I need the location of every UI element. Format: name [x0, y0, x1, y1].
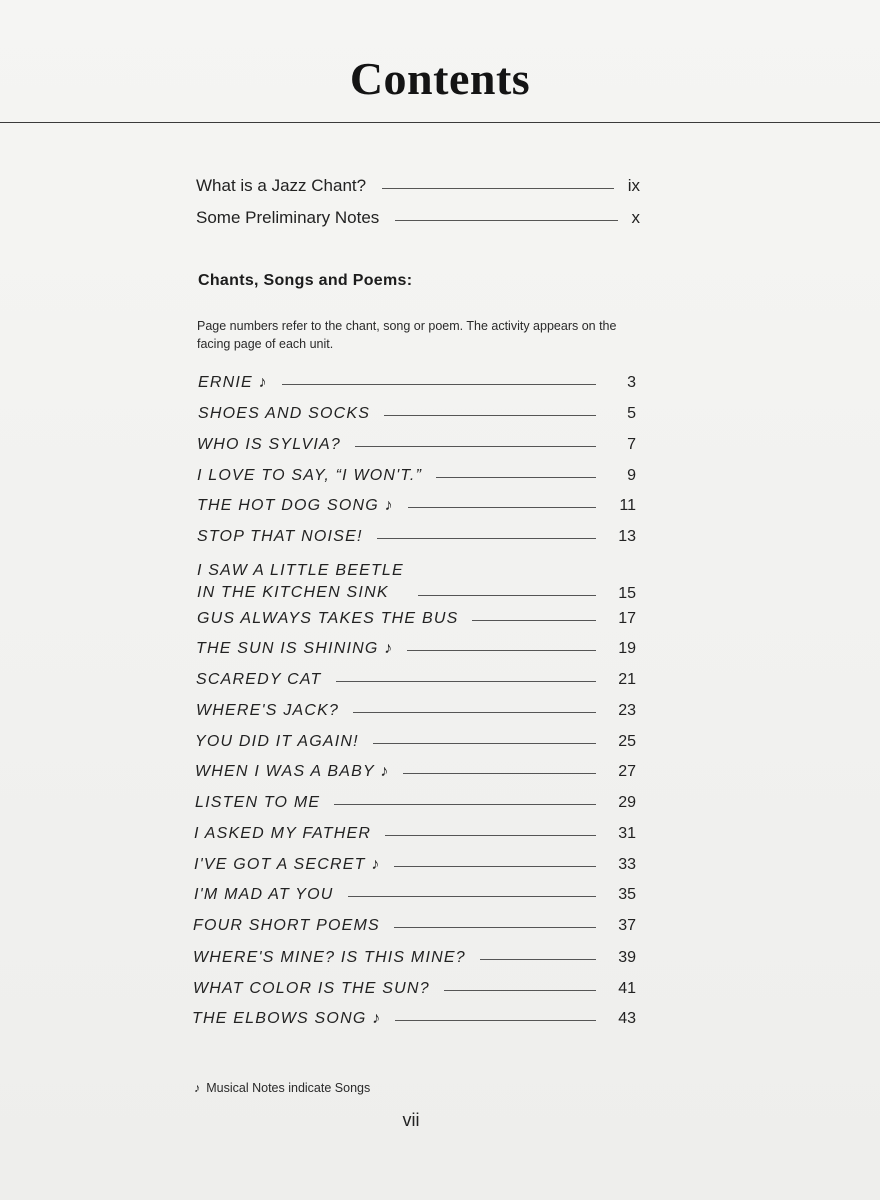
toc-entry-title: LISTEN TO ME	[195, 794, 321, 811]
toc-entry	[193, 949, 636, 973]
toc-entry	[197, 528, 636, 552]
leader-line	[480, 959, 596, 960]
toc-entry-title: WHO IS SYLVIA?	[197, 436, 341, 453]
front-matter-item	[196, 176, 640, 200]
front-matter-label: Some Preliminary Notes	[196, 208, 380, 227]
toc-entry-title: STOP THAT NOISE!	[197, 528, 363, 545]
music-note-icon: ♪	[194, 1081, 201, 1095]
toc-entry-title: WHAT COLOR IS THE SUN?	[193, 980, 430, 997]
footnote-text: Musical Notes indicate Songs	[206, 1081, 371, 1095]
leader-line	[348, 896, 596, 897]
toc-entry-page: 5	[627, 405, 636, 422]
leader-line	[384, 415, 596, 416]
toc-entry-page: 29	[618, 794, 636, 811]
title-rule	[0, 122, 880, 123]
toc-entry-page: 25	[618, 733, 636, 750]
toc-entry-title: WHEN I WAS A BABY ♪	[195, 763, 390, 780]
toc-entry	[197, 497, 636, 521]
toc-entry-page: 41	[618, 980, 636, 997]
leader-line	[355, 446, 596, 447]
leader-line	[444, 990, 596, 991]
toc-entry-page: 17	[618, 610, 636, 627]
leader-line	[373, 743, 596, 744]
toc-entry-title: YOU DID IT AGAIN!	[195, 733, 359, 750]
leader-line	[385, 835, 596, 836]
toc-entry	[197, 467, 636, 491]
toc-entry-page: 35	[618, 886, 636, 903]
toc-entry	[195, 733, 636, 757]
front-matter-page: x	[631, 208, 640, 227]
toc-entry-page: 3	[627, 374, 636, 391]
leader-line	[436, 477, 596, 478]
toc-entry	[193, 917, 636, 941]
toc-entry-page: 11	[619, 497, 636, 514]
toc-entry	[192, 1010, 636, 1034]
toc-entry-page: 13	[618, 528, 636, 545]
section-note: Page numbers refer to the chant, song or poem. The activity appears on the facing page of each unit.	[197, 319, 617, 351]
leader-line	[394, 927, 596, 928]
toc-entry	[196, 671, 636, 695]
toc-entry-title: THE HOT DOG SONG ♪	[197, 497, 394, 514]
toc-entry-title: THE SUN IS SHINING ♪	[196, 640, 394, 657]
toc-entry-page: 21	[618, 671, 636, 688]
toc-entry	[197, 560, 636, 604]
toc-entry-title: WHERE'S JACK?	[196, 702, 340, 719]
toc-entry-title: I ASKED MY FATHER	[194, 825, 372, 842]
leader-line	[403, 773, 596, 774]
toc-entry	[195, 763, 636, 787]
page-title: Contents	[349, 53, 531, 104]
toc-entry-title: I'VE GOT A SECRET ♪	[194, 856, 381, 873]
leader-line	[472, 620, 596, 621]
toc-entry	[194, 856, 636, 880]
toc-entry	[198, 374, 636, 398]
toc-entry-page: 19	[618, 640, 636, 657]
toc-entry-title: GUS ALWAYS TAKES THE BUS	[197, 610, 459, 627]
toc-entry-title: ERNIE ♪	[198, 374, 268, 391]
toc-entry-page: 37	[618, 917, 636, 934]
toc-entry	[197, 436, 636, 460]
toc-entry-page: 23	[618, 702, 636, 719]
toc-entry-page: 33	[618, 856, 636, 873]
section-heading: Chants, Songs and Poems:	[198, 272, 413, 289]
leader-line	[353, 712, 596, 713]
toc-entry-title: THE ELBOWS SONG ♪	[192, 1010, 382, 1027]
toc-entry-page: 15	[618, 585, 636, 602]
leader-line	[394, 866, 596, 867]
toc-entry	[197, 610, 636, 634]
leader-line	[395, 220, 617, 221]
toc-entry-title: SHOES AND SOCKS	[198, 405, 371, 422]
front-matter-label: What is a Jazz Chant?	[196, 176, 367, 195]
toc-entry-title-line: IN THE KITCHEN SINK	[197, 584, 389, 601]
leader-line	[336, 681, 596, 682]
leader-line	[334, 804, 596, 805]
toc-entry	[196, 640, 636, 664]
leader-line	[382, 188, 614, 189]
leader-line	[377, 538, 596, 539]
toc-entry-title: SCAREDY CAT	[196, 671, 322, 688]
front-matter-page: ix	[627, 176, 640, 195]
leader-line	[418, 595, 596, 596]
toc-entry-page: 31	[618, 825, 636, 842]
leader-line	[395, 1020, 596, 1021]
toc-entry-page: 39	[618, 949, 636, 966]
toc-entry	[194, 825, 636, 849]
toc-entry	[198, 405, 636, 429]
toc-entry-page: 7	[627, 436, 636, 453]
toc-entry-title	[197, 560, 404, 604]
toc-entry	[194, 886, 636, 910]
page-number: vii	[402, 1110, 420, 1130]
toc-entry-title-line: I SAW A LITTLE BEETLE	[197, 562, 404, 579]
leader-line	[407, 650, 596, 651]
toc-entry-page: 43	[618, 1010, 636, 1027]
footnote	[194, 1081, 370, 1095]
front-matter-item	[196, 208, 640, 232]
toc-entry	[196, 702, 636, 726]
toc-entry-page: 27	[618, 763, 636, 780]
toc-entry-title: I'M MAD AT YOU	[194, 886, 334, 903]
toc-entry-title: WHERE'S MINE? IS THIS MINE?	[193, 949, 466, 966]
toc-entry-page: 9	[627, 467, 636, 484]
toc-entry-title: I LOVE TO SAY, “I WON'T.”	[197, 467, 423, 484]
toc-entry	[193, 980, 636, 1004]
leader-line	[282, 384, 596, 385]
toc-entry-title: FOUR SHORT POEMS	[193, 917, 380, 934]
toc-entry	[195, 794, 636, 818]
leader-line	[408, 507, 596, 508]
